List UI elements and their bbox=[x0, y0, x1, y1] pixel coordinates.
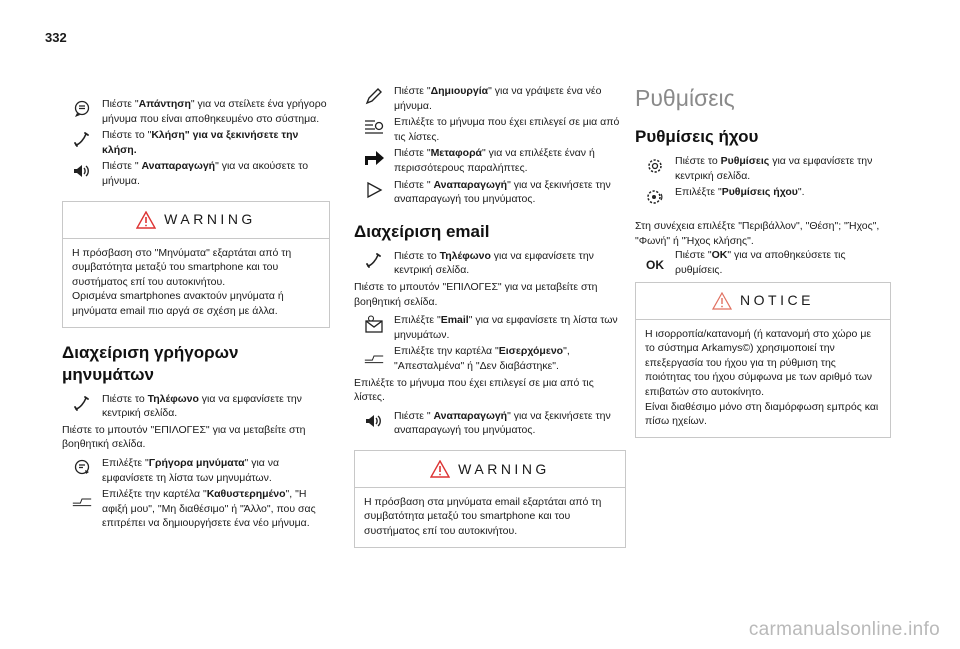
settings-gear-icon bbox=[635, 154, 675, 182]
tab-icon bbox=[354, 344, 394, 372]
instruction-row bbox=[62, 97, 330, 126]
tab-icon bbox=[62, 487, 102, 515]
instruction-text: Επιλέξτε "Email" για να εμφανίσετε τη λίστα των μηνυμάτων. bbox=[394, 314, 618, 341]
instruction-row bbox=[62, 487, 330, 531]
play-icon bbox=[354, 178, 394, 206]
instruction-text: Επιλέξτε "Γρήγορα μηνύματα" για να εμφανίσετε τη λίστα των μηνυμάτων. bbox=[102, 456, 280, 484]
instruction-row bbox=[354, 249, 626, 278]
notice-title: NOTICE bbox=[740, 292, 814, 309]
instruction-text: Επιλέξτε την καρτέλα "Καθυστερημένο", "Η αφιξή μου", "Μη διαθέσιμο" ή "Άλλο", που σας επιτρέπει να δημιουργήσετε ένα νέο μήνυμα. bbox=[102, 488, 316, 530]
instruction-row bbox=[635, 248, 891, 277]
section-heading: Διαχείριση γρήγορων μηνυμάτων bbox=[62, 342, 239, 384]
warning-header bbox=[63, 202, 329, 239]
page-number: 332 bbox=[45, 30, 67, 45]
warning-triangle-icon bbox=[136, 211, 156, 229]
instruction-text: Επιλέξτε το μήνυμα που έχει επιλεγεί σε μια από τις λίστες. bbox=[394, 116, 620, 143]
instruction-row bbox=[62, 392, 330, 421]
email-icon bbox=[354, 313, 394, 341]
instruction-text: Πιέστε "OK" για να αποθηκεύσετε τις ρυθμίσεις. bbox=[675, 249, 846, 276]
warning-box bbox=[354, 450, 626, 548]
warning-triangle-icon bbox=[430, 460, 450, 478]
audio-settings-icon bbox=[635, 185, 675, 213]
instruction-text: Επιλέξτε την καρτέλα "Εισερχόμενο", "Απεσταλμένα" ή "Δεν διαβάστηκε". bbox=[394, 345, 570, 372]
speaker-icon bbox=[354, 409, 394, 437]
forward-arrow-icon bbox=[354, 146, 394, 174]
footer-watermark: carmanualsonline.info bbox=[748, 619, 940, 640]
instruction-row bbox=[62, 456, 330, 485]
notice-header bbox=[636, 283, 890, 320]
paragraph: Επιλέξτε το μήνυμα που έχει επιλεγεί σε μια από τις λίστες. bbox=[354, 376, 594, 404]
paragraph: Πιέστε το μπουτόν "ΕΠΙΛΟΓΕΣ" για να μεταβείτε στη βοηθητική σελίδα. bbox=[354, 280, 598, 308]
ok-button-icon: OK bbox=[646, 258, 664, 273]
warning-title: WARNING bbox=[164, 211, 256, 228]
phone-handset-icon bbox=[354, 249, 394, 277]
instruction-text: Πιέστε το "Κλήση" για να ξεκινήσετε την κλήση. bbox=[102, 129, 299, 156]
notice-triangle-icon bbox=[712, 292, 732, 310]
list-icon bbox=[354, 115, 394, 143]
instruction-text: Πιέστε το Τηλέφωνο για να εμφανίσετε την κεντρική σελίδα. bbox=[394, 249, 594, 277]
instruction-text: Πιέστε " Αναπαραγωγή" για να ακούσετε το μήνυμα. bbox=[102, 160, 309, 187]
instruction-text: Πιέστε "Δημιουργία" για να γράψετε ένα νέο μήνυμα. bbox=[394, 85, 602, 112]
warning-body: Η πρόσβαση στα μηνύματα email εξαρτάται από τη συμβατότητα μεταξύ του smartphone και του συστήματος επί του αυτοκινήτου. bbox=[364, 495, 602, 538]
paragraph: Πιέστε το μπουτόν "ΕΠΙΛΟΓΕΣ" για να μεταβείτε στη βοηθητική σελίδα. bbox=[62, 423, 306, 451]
column-1 bbox=[62, 97, 330, 533]
phone-handset-icon bbox=[62, 392, 102, 420]
instruction-row bbox=[354, 178, 626, 207]
instruction-text: Πιέστε "Απάντηση" για να στείλετε ένα γρήγορο μήνυμα που είναι αποθηκευμένο στο σύστημα. bbox=[102, 98, 327, 125]
section-heading: Ρυθμίσεις ήχου bbox=[635, 127, 759, 146]
instruction-text: Πιέστε το Τηλέφωνο για να εμφανίσετε την κεντρική σελίδα. bbox=[102, 392, 302, 420]
reply-icon bbox=[62, 97, 102, 125]
instruction-text: Πιέστε " Αναπαραγωγή" για να ξεκινήσετε την αναπαραγωγή του μηνύματος. bbox=[394, 178, 611, 206]
instruction-row bbox=[635, 154, 891, 183]
warning-box bbox=[62, 201, 330, 328]
instruction-text: Πιέστε " Αναπαραγωγή" για να ξεκινήσετε την αναπαραγωγή του μηνύματος. bbox=[394, 409, 611, 437]
warning-title: WARNING bbox=[458, 460, 550, 477]
warning-body: Η πρόσβαση στο "Μηνύματα" εξαρτάται από τη συμβατότητα μεταξύ του smartphone και του συστήματος επί του αυτοκινήτου. Ορισμένα smartphones ανακτούν μηνύματα ή μηνύματα email πιο αργά σε σχέση με άλλα. bbox=[72, 246, 292, 317]
instruction-text: Επιλέξτε "Ρυθμίσεις ήχου". bbox=[675, 186, 805, 199]
instruction-row bbox=[635, 185, 891, 213]
section-heading: Διαχείριση email bbox=[354, 221, 490, 241]
phone-handset-icon bbox=[62, 128, 102, 156]
instruction-text: Πιέστε "Μεταφορά" για να επιλέξετε έναν ή περισσότερους παραλήπτες. bbox=[394, 147, 595, 174]
instruction-text: Πιέστε το Ρυθμίσεις για να εμφανίσετε την κεντρική σελίδα. bbox=[675, 155, 873, 182]
instruction-row bbox=[62, 128, 330, 157]
pencil-icon bbox=[354, 84, 394, 112]
paragraph: Στη συνέχεια επιλέξτε "Περιβάλλον", "Θέση"; "Ήχος", "Φωνή" ή "Ήχος κλήσης". bbox=[635, 220, 880, 247]
instruction-row bbox=[354, 409, 626, 438]
instruction-row bbox=[62, 159, 330, 188]
notice-body: Η ισορροπία/κατανομή (ή κατανομή στο χώρο με το σύστημα Arkamys©) χρησιμοποιεί την επεξεργασία του ήχου για τη ρύθμιση της ποιότητας του ήχου σύμφωνα με των αριθμό των επιβατών στο αυτοκίνητο. Είναι διαθέσιμο μόνο στη διαμόρφωση εμπρός και πίσω ηχείων. bbox=[645, 327, 879, 428]
instruction-row bbox=[354, 313, 626, 342]
instruction-row bbox=[354, 146, 626, 175]
instruction-row bbox=[354, 115, 626, 144]
column-3 bbox=[635, 84, 891, 446]
quick-message-icon bbox=[62, 456, 102, 484]
instruction-row bbox=[354, 84, 626, 113]
notice-box bbox=[635, 282, 891, 438]
instruction-row bbox=[354, 344, 626, 373]
column-2 bbox=[354, 84, 626, 556]
warning-header bbox=[355, 451, 625, 488]
section-title: Ρυθμίσεις bbox=[635, 85, 735, 111]
speaker-icon bbox=[62, 159, 102, 187]
